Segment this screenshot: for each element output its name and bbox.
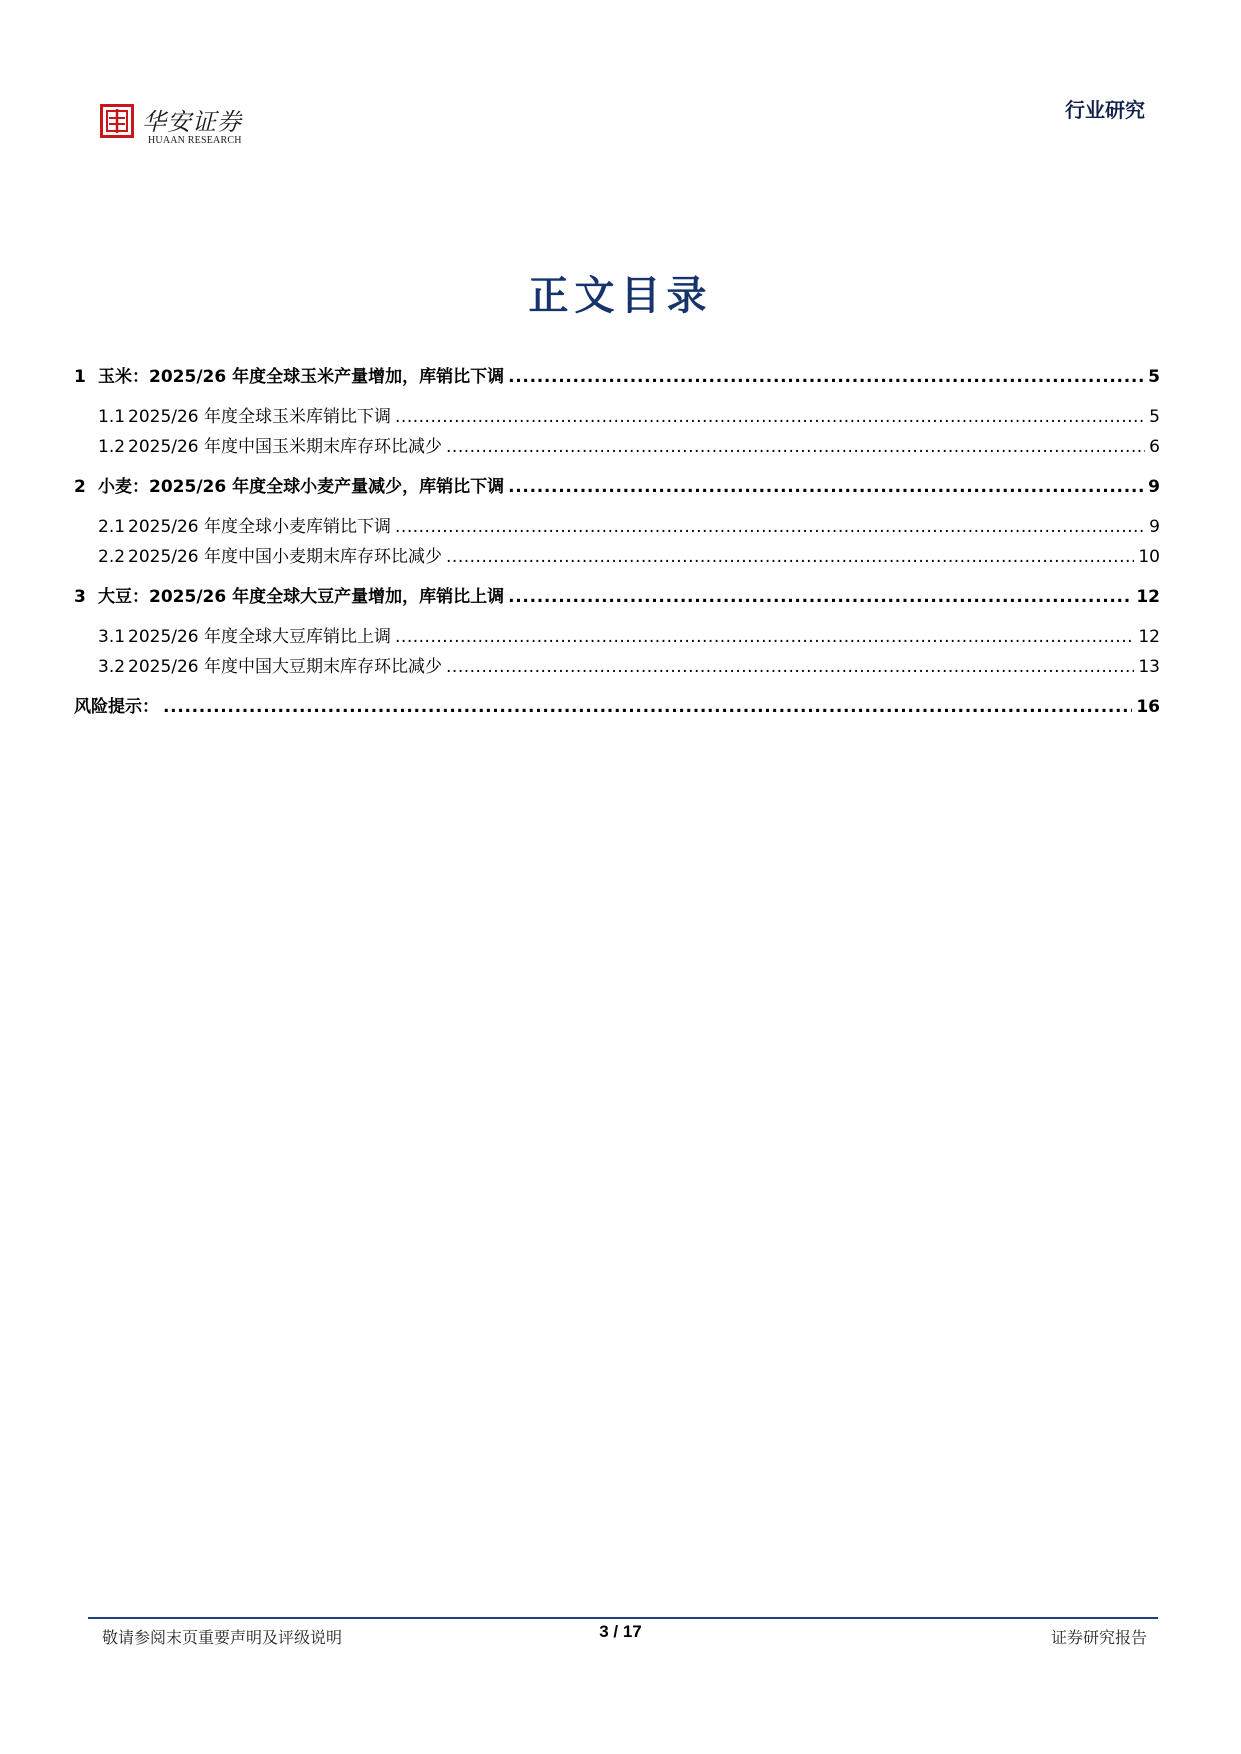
- page-title: 正文目录: [528, 272, 713, 319]
- toc-dot-leader: [395, 407, 1145, 427]
- toc-entry-number: 2.1: [98, 517, 126, 537]
- toc-dot-leader: [446, 437, 1145, 457]
- toc-entry-page: 9: [1149, 517, 1160, 537]
- toc-dot-leader: [508, 587, 1132, 607]
- toc-dot-leader: [395, 627, 1134, 647]
- toc-dot-leader: [163, 697, 1132, 717]
- toc-entry-title: 2025/26 年度全球小麦库销比下调: [128, 517, 392, 537]
- toc-dot-leader: [508, 477, 1144, 497]
- toc-entry[interactable]: [74, 542, 1160, 567]
- toc-entry-page: 16: [1136, 697, 1160, 717]
- toc-entry-page: 5: [1148, 367, 1160, 387]
- toc-dot-leader: [508, 367, 1144, 387]
- toc-entry-page: 9: [1148, 477, 1160, 497]
- footer-divider: [88, 1617, 1158, 1619]
- toc-entry[interactable]: [74, 472, 1160, 497]
- toc-dot-leader: [446, 657, 1134, 677]
- toc-entry[interactable]: [74, 652, 1160, 677]
- report-category: 行业研究: [1065, 98, 1145, 122]
- toc-entry-number: 2: [74, 477, 86, 497]
- logo-english-name: HUAAN RESEARCH: [148, 135, 242, 146]
- report-type: 证券研究报告: [1050, 1628, 1147, 1647]
- toc-entry-number: 1: [74, 367, 86, 387]
- footer-disclaimer: 敬请参阅末页重要声明及评级说明: [102, 1628, 343, 1647]
- toc-entry-title: 2025/26 年度全球大豆库销比上调: [128, 627, 392, 647]
- toc-entry-title: 风险提示：: [74, 697, 159, 717]
- toc-dot-leader: [395, 517, 1145, 537]
- toc-entry-number: 2.2: [98, 547, 126, 567]
- toc-entry-title: 2025/26 年度中国小麦期末库存环比减少: [128, 547, 443, 567]
- toc-entry-page: 12: [1138, 627, 1160, 647]
- toc-entry[interactable]: [74, 582, 1160, 607]
- toc-entry-title: 大豆：2025/26 年度全球大豆产量增加，库销比上调: [98, 587, 505, 607]
- toc-entry[interactable]: [74, 692, 1160, 717]
- toc-entry-page: 5: [1149, 407, 1160, 427]
- toc-entry-page: 12: [1136, 587, 1160, 607]
- toc-entry-title: 2025/26 年度中国玉米期末库存环比减少: [128, 437, 443, 457]
- toc-entry-page: 6: [1149, 437, 1160, 457]
- toc-dot-leader: [446, 547, 1134, 567]
- toc-entry-number: 3: [74, 587, 86, 607]
- toc-entry-page: 13: [1138, 657, 1160, 677]
- toc-entry[interactable]: [74, 512, 1160, 537]
- toc-entry-page: 10: [1138, 547, 1160, 567]
- toc-entry-title: 小麦：2025/26 年度全球小麦产量减少，库销比下调: [98, 477, 505, 497]
- toc-entry[interactable]: [74, 402, 1160, 427]
- toc-entry[interactable]: [74, 362, 1160, 387]
- toc-entry-number: 3.1: [98, 627, 126, 647]
- page-indicator: 3 / 17: [599, 1622, 642, 1641]
- toc-entry-number: 3.2: [98, 657, 126, 677]
- toc-entry[interactable]: [74, 622, 1160, 647]
- toc-entry-number: 1.2: [98, 437, 126, 457]
- logo-chinese-name: 华安证券: [142, 108, 242, 136]
- company-logo: [100, 104, 260, 154]
- toc-entry-title: 玉米：2025/26 年度全球玉米产量增加，库销比下调: [98, 367, 505, 387]
- toc-entry[interactable]: [74, 432, 1160, 457]
- logo-seal-icon: [100, 104, 134, 138]
- toc-entry-number: 1.1: [98, 407, 126, 427]
- toc-entry-title: 2025/26 年度全球玉米库销比下调: [128, 407, 392, 427]
- toc-entry-title: 2025/26 年度中国大豆期末库存环比减少: [128, 657, 443, 677]
